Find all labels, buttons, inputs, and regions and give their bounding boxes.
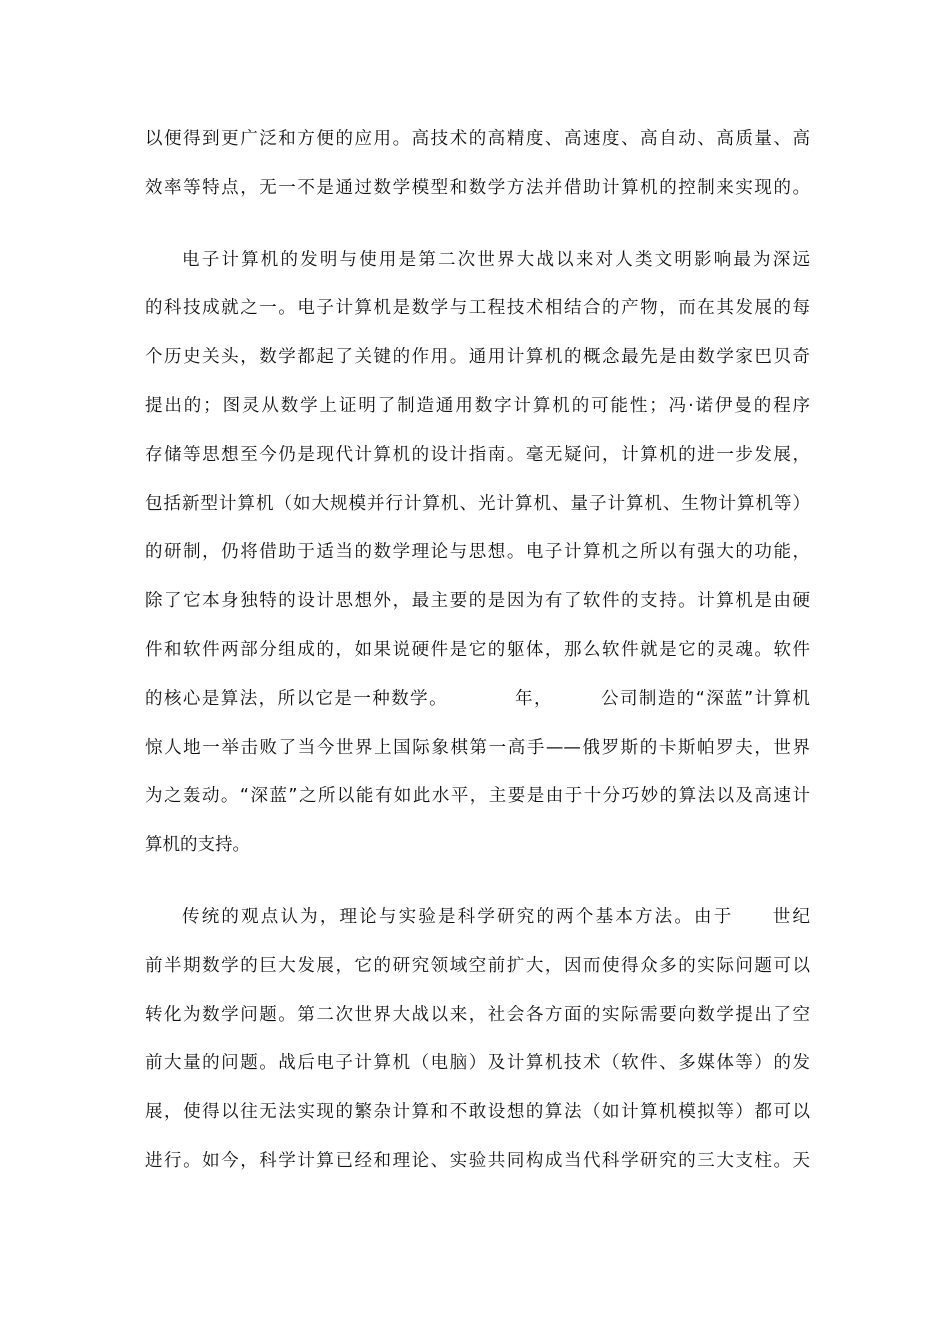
text-line: 个历史关头，数学都起了关键的作用。通用计算机的概念最先是由数学家巴贝奇 xyxy=(145,347,810,368)
text-line: 的核心是算法，所以它是一种数学。 年， 公司制造的“深蓝”计算机 xyxy=(145,688,810,709)
paragraph-1 xyxy=(145,115,810,213)
paragraph-2 xyxy=(145,236,810,870)
document-body xyxy=(145,115,810,1186)
paragraph-spacer xyxy=(145,870,810,893)
text-line: 包括新型计算机（如大规模并行计算机、光计算机、量子计算机、生物计算机等） xyxy=(145,493,810,514)
text-line: 算机的支持。 xyxy=(145,835,250,856)
text-line: 惊人地一举击败了当今世界上国际象棋第一高手——俄罗斯的卡斯帕罗夫，世界 xyxy=(145,737,810,758)
text-line: 存储等思想至今仍是现代计算机的设计指南。毫无疑问，计算机的进一步发展， xyxy=(145,444,810,465)
text-line: 除了它本身独特的设计思想外，最主要的是因为有了软件的支持。计算机是由硬 xyxy=(145,591,810,612)
text-line: 前大量的问题。战后电子计算机（电脑）及计算机技术（软件、多媒体等）的发 xyxy=(145,1053,810,1074)
text-line: 为之轰动。“深蓝”之所以能有如此水平，主要是由于十分巧妙的算法以及高速计 xyxy=(145,786,810,807)
text-line: 传统的观点认为，理论与实验是科学研究的两个基本方法。由于 世纪 xyxy=(182,906,810,927)
text-line: 展，使得以往无法实现的繁杂计算和不敢设想的算法（如计算机模拟等）都可以 xyxy=(145,1102,810,1123)
text-line: 转化为数学问题。第二次世界大战以来，社会各方面的实际需要向数学提出了空 xyxy=(145,1004,810,1025)
text-line: 电子计算机的发明与使用是第二次世界大战以来对人类文明影响最为深远 xyxy=(182,249,810,270)
paragraph-3 xyxy=(145,893,810,1186)
text-line: 的研制，仍将借助于适当的数学理论与思想。电子计算机之所以有强大的功能， xyxy=(145,542,810,563)
text-line: 进行。如今，科学计算已经和理论、实验共同构成当代科学研究的三大支柱。天 xyxy=(145,1150,810,1171)
text-line: 前半期数学的巨大发展，它的研究领域空前扩大，因而使得众多的实际问题可以 xyxy=(145,955,810,976)
text-line: 件和软件两部分组成的，如果说硬件是它的躯体，那么软件就是它的灵魂。软件 xyxy=(145,639,810,660)
text-line: 以便得到更广泛和方便的应用。高技术的高精度、高速度、高自动、高质量、高 xyxy=(145,129,810,149)
text-line: 提出的；图灵从数学上证明了制造通用数字计算机的可能性；冯·诺伊曼的程序 xyxy=(145,395,810,416)
text-line: 的科技成就之一。电子计算机是数学与工程技术相结合的产物，而在其发展的每 xyxy=(145,298,810,319)
text-line: 效率等特点，无一不是通过数学模型和数学方法并借助计算机的控制来实现的。 xyxy=(145,177,810,198)
paragraph-spacer xyxy=(145,213,810,236)
